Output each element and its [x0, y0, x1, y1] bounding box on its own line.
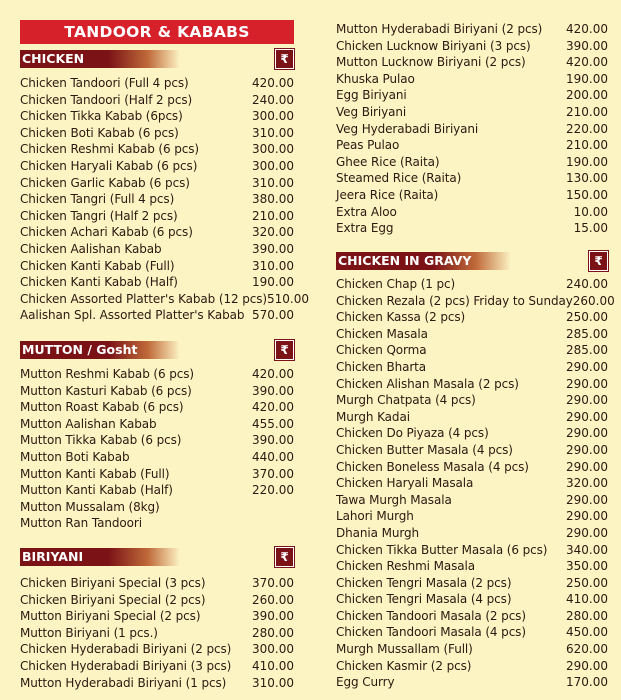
menu-item-price: 290.00 — [566, 409, 608, 424]
menu-item-price: 290.00 — [566, 442, 608, 457]
menu-item-price: 290.00 — [566, 426, 608, 441]
menu-item-price: 320.00 — [566, 476, 608, 491]
menu-item-name: Chicken Qorma — [336, 343, 427, 358]
menu-item-row — [336, 104, 608, 121]
menu-item-name: Jeera Rice (Raita) — [336, 187, 439, 202]
section-header-biriyani — [20, 548, 294, 566]
menu-item-name: Chicken Chap (1 pc) — [336, 277, 456, 291]
menu-item-row — [20, 175, 294, 192]
menu-item-row — [336, 442, 608, 459]
menu-item-price: 340.00 — [566, 542, 608, 557]
rupee-icon: ₹ — [589, 251, 608, 271]
menu-item-row — [20, 399, 294, 416]
menu-item-name: Chicken Aalishan Kabab — [20, 241, 162, 256]
menu-item-name: Egg Curry — [336, 675, 395, 690]
menu-item-name: Chicken Do Piyaza (4 pcs) — [336, 426, 489, 441]
menu-item-name: Chicken Masala — [336, 326, 428, 341]
menu-item-price: 200.00 — [566, 88, 608, 103]
menu-item-name: Peas Pulao — [336, 138, 400, 153]
menu-item-row — [336, 508, 608, 525]
section-header-chicken-gravy — [336, 252, 608, 270]
menu-item-row — [20, 608, 294, 625]
menu-item-row — [336, 475, 608, 492]
menu-item-price: 285.00 — [566, 326, 608, 341]
menu-item-price: 150.00 — [566, 187, 608, 202]
menu-item-name: Chicken Tikka Kabab (6pcs) — [20, 109, 183, 124]
menu-item-name: Mutton Reshmi Kabab (6 pcs) — [20, 367, 195, 381]
menu-item-row — [336, 492, 608, 509]
menu-item-name: Chicken Tandoori Masala (2 pcs) — [336, 608, 526, 623]
menu-item-name: Mutton Mussalam (8kg) — [20, 499, 160, 514]
section-header-chicken — [20, 50, 294, 68]
menu-item-name: Mutton Hyderabadi Biriyani (2 pcs) — [336, 22, 543, 36]
menu-item-price: 220.00 — [566, 121, 608, 136]
menu-item-name: Extra Aloo — [336, 204, 397, 219]
menu-item-price: 260.00 — [252, 592, 294, 607]
menu-item-row — [336, 376, 608, 393]
menu-item-price: 190.00 — [566, 154, 608, 169]
menu-item-row — [336, 459, 608, 476]
menu-item-price: 300.00 — [252, 109, 294, 124]
menu-item-price: 290.00 — [566, 525, 608, 540]
menu-item-row — [20, 575, 294, 592]
menu-item-price: 240.00 — [566, 277, 608, 291]
menu-item-name: Chicken Biriyani Special (3 pcs) — [20, 576, 206, 590]
menu-item-price: 190.00 — [566, 71, 608, 86]
menu-item-price: 420.00 — [252, 367, 294, 381]
menu-item-price: 280.00 — [566, 608, 608, 623]
menu-item-price: 620.00 — [566, 642, 608, 657]
menu-item-name: Mutton Kasturi Kabab (6 pcs) — [20, 383, 192, 398]
menu-item-price: 390.00 — [252, 433, 294, 448]
menu-item-name: Veg Hyderabadi Biriyani — [336, 121, 479, 136]
menu-item-row — [336, 21, 608, 38]
menu-item-price: 450.00 — [566, 625, 608, 640]
menu-item-price: 420.00 — [566, 55, 608, 70]
menu-item-price: 285.00 — [566, 343, 608, 358]
menu-item-price: 10.00 — [573, 204, 608, 219]
menu-item-price: 290.00 — [566, 393, 608, 408]
menu-item-price: 280.00 — [252, 625, 294, 640]
menu-item-row — [20, 658, 294, 675]
menu-item-name: Lahori Murgh — [336, 509, 414, 524]
menu-item-name: Chicken Boti Kabab (6 pcs) — [20, 125, 179, 140]
menu-item-row — [20, 416, 294, 433]
menu-item-price: 420.00 — [566, 22, 608, 36]
menu-item-price: 210.00 — [566, 138, 608, 153]
menu-item-name: Mutton Biriyani (1 pcs.) — [20, 625, 158, 640]
menu-item-row — [20, 141, 294, 158]
menu-item-row — [20, 515, 294, 532]
menu-item-name: Chicken Bharta — [336, 359, 427, 374]
menu-item-price: 455.00 — [252, 416, 294, 431]
menu-item-row — [20, 307, 294, 324]
menu-item-name: Mutton Kanti Kabab (Full) — [20, 466, 170, 481]
menu-item-name: Chicken Kassa (2 pcs) — [336, 310, 466, 325]
menu-item-price: 410.00 — [252, 658, 294, 673]
menu-item-name: Veg Biriyani — [336, 104, 407, 119]
menu-item-name: Steamed Rice (Raita) — [336, 171, 462, 186]
menu-item-row — [336, 137, 608, 154]
menu-item-row — [20, 108, 294, 125]
menu-item-price: 170.00 — [566, 675, 608, 690]
menu-item-row — [336, 204, 608, 221]
menu-item-name: Chicken Kanti Kabab (Full) — [20, 258, 175, 273]
section-label-chicken-gravy: CHICKEN IN GRAVY — [336, 252, 511, 270]
menu-item-row — [20, 224, 294, 241]
menu-item-price: 260.00 — [572, 293, 615, 308]
menu-item-name: Murgh Kadai — [336, 409, 410, 424]
rows-biriyani-continued — [336, 21, 608, 237]
menu-item-row — [20, 75, 294, 92]
menu-item-price: 390.00 — [252, 241, 294, 256]
menu-item-price: 310.00 — [252, 125, 294, 140]
menu-item-row — [336, 658, 608, 675]
menu-item-row — [20, 366, 294, 383]
menu-item-price: 290.00 — [566, 509, 608, 524]
menu-item-price: 390.00 — [252, 609, 294, 624]
menu-item-price: 380.00 — [252, 192, 294, 207]
menu-item-row — [20, 125, 294, 142]
section-label-mutton: MUTTON / Gosht — [20, 341, 180, 359]
menu-item-name: Chicken Hyderabadi Biriyani (2 pcs) — [20, 642, 232, 657]
menu-item-price: 310.00 — [252, 675, 294, 690]
menu-item-row — [336, 359, 608, 376]
section-label-biriyani: BIRIYANI — [20, 548, 180, 566]
menu-item-row — [20, 432, 294, 449]
menu-item-price: 310.00 — [252, 258, 294, 273]
menu-item-name: Ghee Rice (Raita) — [336, 154, 440, 169]
menu-item-row — [336, 558, 608, 575]
menu-item-row — [336, 409, 608, 426]
menu-item-price: 290.00 — [566, 376, 608, 391]
menu-item-row — [20, 383, 294, 400]
menu-item-row — [20, 241, 294, 258]
menu-item-name: Tawa Murgh Masala — [336, 492, 452, 507]
menu-item-row — [336, 71, 608, 88]
menu-item-row — [20, 592, 294, 609]
menu-item-name: Mutton Tikka Kabab (6 pcs) — [20, 433, 182, 448]
menu-item-row — [336, 392, 608, 409]
menu-item-row — [20, 291, 309, 308]
menu-item-price: 300.00 — [252, 642, 294, 657]
menu-item-row — [336, 608, 608, 625]
menu-item-price: 510.00 — [267, 291, 309, 306]
rows-mutton — [20, 366, 294, 532]
menu-item-name: Chicken Tandoori (Half 2 pcs) — [20, 92, 193, 107]
menu-item-row — [20, 641, 294, 658]
menu-item-name: Extra Egg — [336, 221, 394, 236]
menu-item-name: Mutton Roast Kabab (6 pcs) — [20, 400, 184, 415]
menu-item-price: 15.00 — [573, 221, 608, 236]
menu-item-price: 310.00 — [252, 175, 294, 190]
menu-item-price: 250.00 — [566, 575, 608, 590]
menu-item-name: Murgh Chatpata (4 pcs) — [336, 393, 476, 408]
menu-item-price: 420.00 — [252, 400, 294, 415]
menu-item-name: Mutton Kanti Kabab (Half) — [20, 483, 173, 498]
section-label-chicken: CHICKEN — [20, 50, 180, 68]
menu-item-price: 370.00 — [252, 576, 294, 590]
menu-item-row — [336, 575, 608, 592]
menu-title: TANDOOR & KABABS — [20, 20, 294, 44]
menu-item-row — [336, 54, 608, 71]
menu-item-row — [20, 92, 294, 109]
menu-item-name: Chicken Butter Masala (4 pcs) — [336, 442, 513, 457]
menu-item-row — [20, 449, 294, 466]
menu-item-name: Chicken Reshmi Masala — [336, 559, 476, 574]
menu-item-row — [336, 591, 608, 608]
menu-item-price: 210.00 — [252, 208, 294, 223]
section-header-mutton — [20, 341, 294, 359]
menu-item-price: 410.00 — [566, 592, 608, 607]
menu-item-name: Chicken Hyderabadi Biriyani (3 pcs) — [20, 658, 232, 673]
menu-item-name: Chicken Assorted Platter's Kabab (12 pcs) — [20, 291, 267, 306]
menu-item-row — [20, 274, 294, 291]
menu-item-price: 390.00 — [252, 383, 294, 398]
menu-item-price: 290.00 — [566, 359, 608, 374]
rupee-icon: ₹ — [275, 340, 294, 360]
menu-item-name: Egg Biriyani — [336, 88, 407, 103]
menu-item-price: 250.00 — [566, 310, 608, 325]
menu-item-price: 300.00 — [252, 142, 294, 157]
menu-item-name: Chicken Tandoori Masala (4 pcs) — [336, 625, 526, 640]
menu-item-price: 210.00 — [566, 104, 608, 119]
menu-item-row — [336, 154, 608, 171]
menu-item-name: Chicken Kanti Kabab (Half) — [20, 275, 178, 290]
menu-item-row — [20, 625, 294, 642]
menu-item-name: Chicken Tengri Masala (4 pcs) — [336, 592, 512, 607]
menu-item-row — [336, 425, 608, 442]
menu-item-name: Chicken Garlic Kabab (6 pcs) — [20, 175, 190, 190]
menu-item-price: 290.00 — [566, 492, 608, 507]
menu-item-name: Chicken Biriyani Special (2 pcs) — [20, 592, 206, 607]
menu-item-name: Khuska Pulao — [336, 71, 415, 86]
menu-item-row — [336, 641, 608, 658]
menu-item-name: Aalishan Spl. Assorted Platter's Kabab — [20, 308, 245, 323]
menu-item-price: 300.00 — [252, 158, 294, 173]
menu-item-name: Chicken Tikka Butter Masala (6 pcs) — [336, 542, 548, 557]
menu-item-row — [336, 121, 608, 138]
menu-item-name: Chicken Haryali Masala — [336, 476, 474, 491]
menu-item-row — [336, 674, 608, 691]
menu-item-row — [20, 208, 294, 225]
menu-item-row — [336, 87, 608, 104]
menu-item-name: Mutton Ran Tandoori — [20, 516, 142, 531]
menu-item-row — [336, 326, 608, 343]
rupee-icon: ₹ — [275, 547, 294, 567]
menu-item-row — [336, 309, 608, 326]
menu-item-row — [20, 191, 294, 208]
menu-item-price: 130.00 — [566, 171, 608, 186]
menu-item-price: 290.00 — [566, 459, 608, 474]
menu-item-price: 390.00 — [566, 38, 608, 53]
menu-item-name: Murgh Mussallam (Full) — [336, 642, 473, 657]
menu-item-name: Chicken Achari Kabab (6 pcs) — [20, 225, 193, 240]
menu-item-name: Chicken Tandoori (Full 4 pcs) — [20, 76, 189, 90]
menu-item-row — [336, 624, 608, 641]
menu-item-name: Chicken Reshmi Kabab (6 pcs) — [20, 142, 200, 157]
menu-item-row — [336, 38, 608, 55]
menu-item-price: 290.00 — [566, 658, 608, 673]
menu-item-name: Chicken Haryali Kabab (6 pcs) — [20, 158, 198, 173]
menu-item-row — [336, 220, 608, 237]
menu-item-row — [20, 482, 294, 499]
menu-item-row — [336, 187, 608, 204]
menu-item-name: Chicken Tengri Masala (2 pcs) — [336, 575, 512, 590]
menu-item-price: 240.00 — [252, 92, 294, 107]
menu-item-name: Chicken Tangri (Half 2 pcs) — [20, 208, 178, 223]
menu-item-name: Mutton Lucknow Biriyani (2 pcs) — [336, 55, 526, 70]
menu-item-row — [336, 170, 608, 187]
menu-item-name: Chicken Lucknow Biriyani (3 pcs) — [336, 38, 531, 53]
menu-item-name: Chicken Tangri (Full 4 pcs) — [20, 192, 175, 207]
menu-item-name: Mutton Biriyani Special (2 pcs) — [20, 609, 201, 624]
menu-item-row — [336, 276, 608, 293]
menu-item-name: Mutton Boti Kabab — [20, 449, 130, 464]
menu-item-price: 420.00 — [252, 76, 294, 90]
menu-item-price: 570.00 — [252, 308, 294, 323]
menu-item-price: 440.00 — [252, 449, 294, 464]
menu-item-name: Chicken Boneless Masala (4 pcs) — [336, 459, 529, 474]
rows-chicken — [20, 75, 309, 324]
menu-item-name: Mutton Hyderabadi Biriyani (1 pcs) — [20, 675, 227, 690]
menu-item-row — [20, 675, 294, 692]
menu-item-row — [336, 293, 615, 310]
menu-item-row — [20, 158, 294, 175]
menu-item-row — [20, 499, 294, 516]
rupee-icon: ₹ — [275, 49, 294, 69]
menu-item-row — [336, 542, 608, 559]
menu-item-name: Mutton Aalishan Kabab — [20, 416, 157, 431]
menu-item-price: 370.00 — [252, 466, 294, 481]
menu-item-name: Dhania Murgh — [336, 525, 420, 540]
menu-item-price: 190.00 — [252, 275, 294, 290]
menu-item-row — [20, 466, 294, 483]
rows-biriyani — [20, 575, 294, 691]
menu-item-price: 320.00 — [252, 225, 294, 240]
menu-item-name: Chicken Kasmir (2 pcs) — [336, 658, 472, 673]
menu-item-row — [20, 258, 294, 275]
menu-item-price: 350.00 — [566, 559, 608, 574]
menu-item-row — [336, 525, 608, 542]
menu-item-row — [336, 342, 608, 359]
menu-item-name: Chicken Rezala (2 pcs) Friday to Sunday — [336, 293, 573, 308]
menu-item-name: Chicken Alishan Masala (2 pcs) — [336, 376, 519, 391]
menu-item-price: 220.00 — [252, 483, 294, 498]
rows-chicken-gravy — [336, 276, 615, 691]
